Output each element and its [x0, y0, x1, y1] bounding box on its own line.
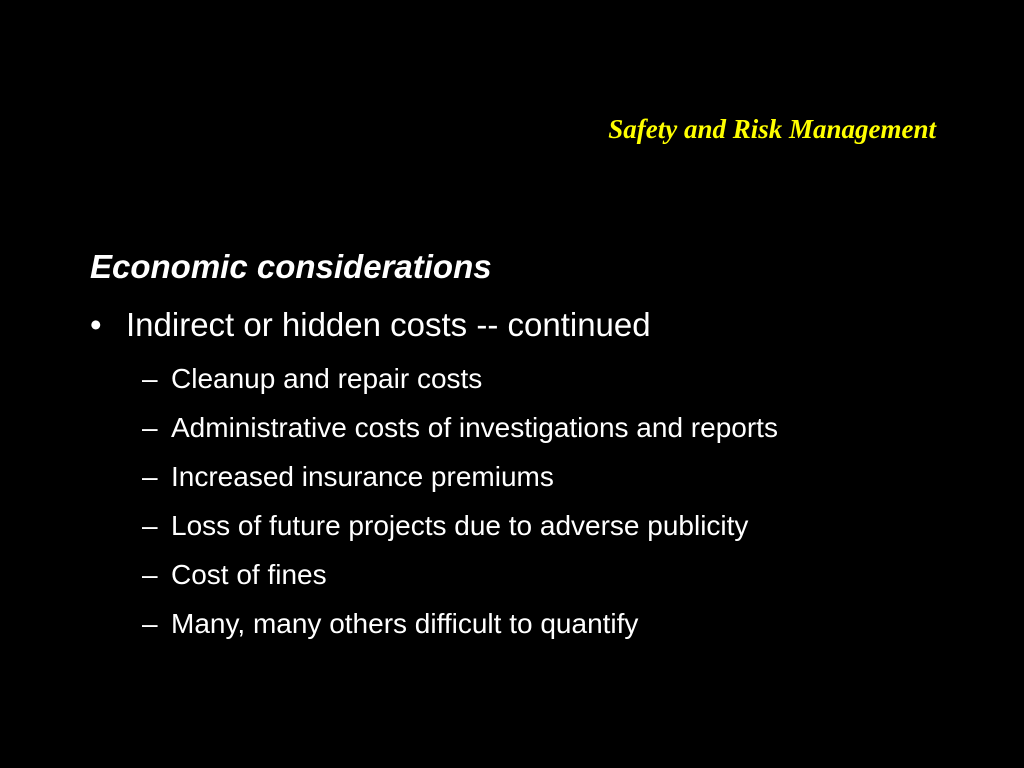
sub-bullet-list [142, 361, 778, 655]
dash-icon: – [142, 608, 158, 639]
sub-bullet-text: Cleanup and repair costs [171, 363, 483, 394]
sub-bullet-item [142, 508, 778, 557]
dash-icon: – [142, 461, 158, 492]
sub-bullet-text: Cost of fines [171, 559, 327, 590]
sub-bullet-text: Increased insurance premiums [171, 461, 554, 492]
sub-bullet-text: Administrative costs of investigations and reports [171, 412, 778, 443]
sub-bullet-text: Loss of future projects due to adverse publicity [171, 510, 749, 541]
dash-icon: – [142, 363, 158, 394]
sub-bullet-item [142, 410, 778, 459]
slide-header-title: Safety and Risk Management [608, 114, 936, 144]
sub-bullet-item [142, 557, 778, 606]
section-heading: Economic considerations [90, 248, 492, 285]
bullet-item [90, 306, 651, 344]
sub-bullet-text: Many, many others difficult to quantify [171, 608, 639, 639]
dash-icon: – [142, 510, 158, 541]
dash-icon: – [142, 559, 158, 590]
bullet-icon: • [90, 306, 102, 343]
bullet-text: Indirect or hidden costs -- continued [126, 306, 651, 343]
dash-icon: – [142, 412, 158, 443]
sub-bullet-item [142, 606, 778, 655]
sub-bullet-item [142, 459, 778, 508]
sub-bullet-item [142, 361, 778, 410]
